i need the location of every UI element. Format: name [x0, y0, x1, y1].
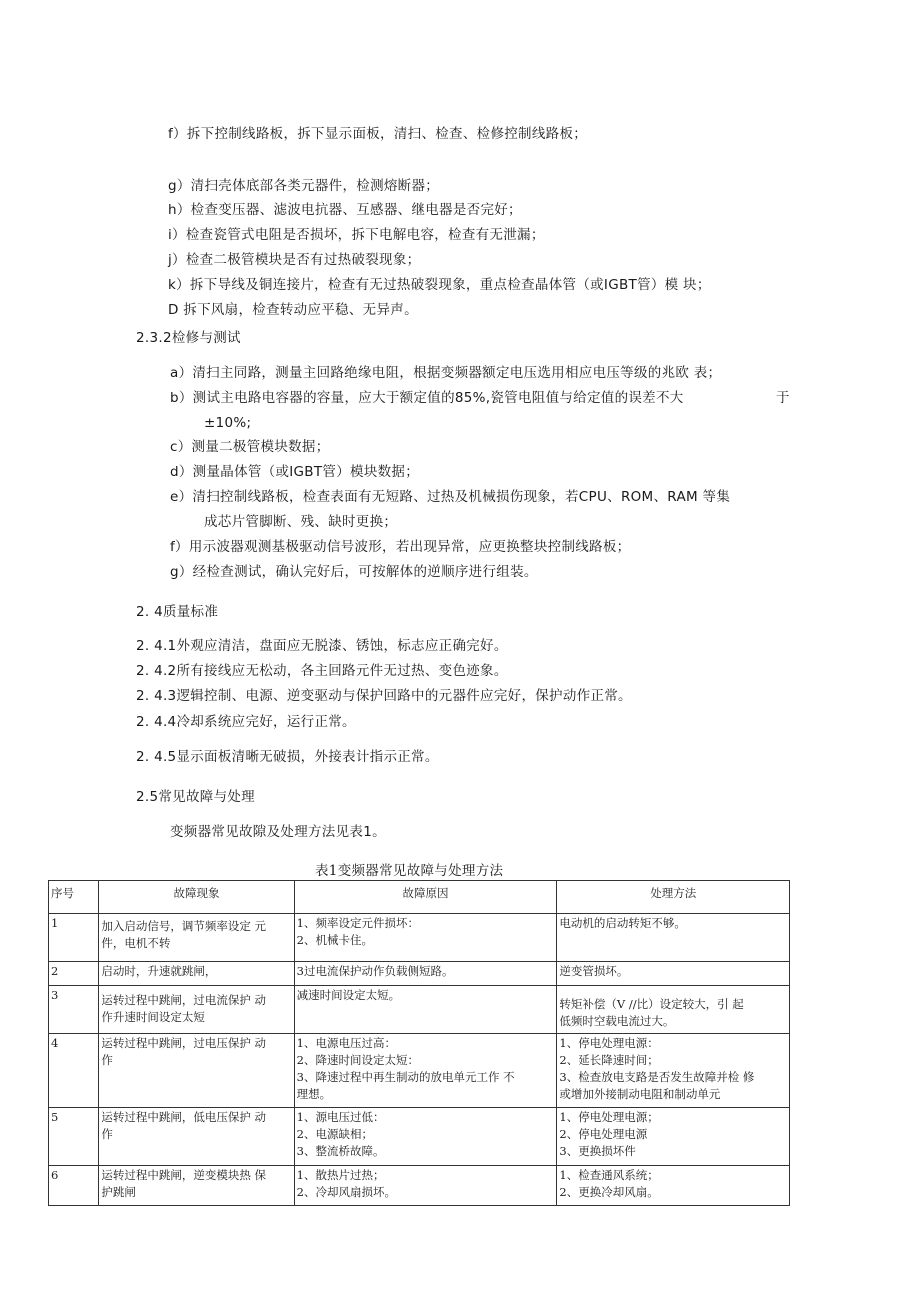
cell-fix — [557, 986, 790, 1034]
cell-text-line: 3、整流桥故障。 — [296, 1144, 385, 1158]
cell-no: 4 — [49, 1034, 99, 1108]
header-cause: 故障原因 — [294, 881, 557, 914]
cell-cause — [294, 914, 557, 962]
cell-fix — [557, 1108, 790, 1166]
cell-symptom — [99, 914, 294, 962]
test-item-f: f）用示波器观测基极驱动信号波形，若出现异常，应更换整块控制线路板； — [170, 539, 631, 555]
cell-symptom — [99, 962, 294, 986]
cell-text-line: 1、电源电压过高： — [296, 1036, 396, 1050]
table-row — [49, 1034, 790, 1108]
cell-fix — [557, 914, 790, 962]
disassembly-item-j: j）检查二极管模块是否有过热破裂现象； — [168, 252, 421, 268]
cell-cause — [294, 1034, 557, 1108]
cell-text-line: 3、降速过程中再生制动的放电单元工作 不 — [296, 1070, 515, 1084]
cell-text-line: 1、停电处理电源； — [559, 1110, 659, 1124]
cell-text-line: 作 — [101, 1053, 113, 1067]
disassembly-item-i: i）检查瓷管式电阻是否损坏，拆下电解电容，检查有无泄漏； — [168, 227, 545, 243]
cell-text-line: 理想。 — [296, 1087, 332, 1101]
fault-table-container — [48, 880, 790, 1206]
cell-no: 3 — [49, 986, 99, 1034]
header-symptom: 故障现象 — [99, 881, 294, 914]
cell-text-line: 3、检查放电支路是否发生故障并检 修 — [559, 1070, 755, 1084]
cell-cause — [294, 962, 557, 986]
cell-text-line: 运转过程中跳闸，逆变模块热 保 — [101, 1168, 266, 1182]
table-row — [49, 962, 790, 986]
cell-symptom — [99, 986, 294, 1034]
table-header-row — [49, 881, 790, 914]
cell-text-line: 运转过程中跳闸，过电流保护 动 — [101, 993, 266, 1007]
cell-fix — [557, 1034, 790, 1108]
test-item-b: b）测试主电路电容器的容量，应大于额定值的85%,瓷管电阻值与给定值的误差不大 — [170, 390, 684, 406]
cell-text-line: 低频时空载电流过大。 — [559, 1014, 675, 1028]
cell-text-line: 2、机械卡住。 — [296, 933, 373, 947]
quality-standard-2-4-5: 2. 4.5显示面板清晰无破损，外接表计指示正常。 — [136, 749, 439, 765]
test-item-a: a）清扫主同路，测量主回路绝缘电阻，根据变频器额定电压选用相应电压等级的兆欧 表； — [170, 365, 722, 381]
cell-text-line: 运转过程中跳闸，过电压保护 动 — [101, 1036, 266, 1050]
test-item-e: e）清扫控制线路板，检查表面有无短路、过热及机械损伤现象，若CPU、ROM、RAM 等集 — [170, 489, 731, 505]
cell-text-line: 2、降速时间设定太短： — [296, 1053, 419, 1067]
section-heading-2-4: 2. 4质量标准 — [136, 604, 219, 620]
cell-text-line: 运转过程中跳闸，低电压保护 动 — [101, 1110, 266, 1124]
cell-text-line: 2、延长降速时间； — [559, 1053, 659, 1067]
cell-fix — [557, 1166, 790, 1206]
disassembly-item-h: h）检查变压器、滤波电抗器、互感器、继电器是否完好； — [168, 202, 522, 218]
cell-text-line: 1、停电处理电源： — [559, 1036, 659, 1050]
cell-cause — [294, 1166, 557, 1206]
cell-text-line: 件，电机不转 — [101, 936, 171, 950]
cell-cause — [294, 1108, 557, 1166]
quality-standard-2-4-2: 2. 4.2所有接线应无松动，各主回路元件无过热、变色迹象。 — [136, 663, 508, 679]
table-row — [49, 914, 790, 962]
cell-text-line: 或增加外接制动电阻和制动单元 — [559, 1087, 721, 1101]
table-intro-text: 变频器常见故隙及处理方法见表1。 — [170, 824, 386, 840]
cell-symptom — [99, 1166, 294, 1206]
test-item-b-continued: ±10%; — [204, 415, 252, 431]
cell-text-line: 2、更换冷却风扇。 — [559, 1185, 659, 1199]
cell-text-line: 电动机的启动转矩不够。 — [559, 916, 686, 930]
cell-no: 1 — [49, 914, 99, 962]
quality-standard-2-4-4: 2. 4.4冷却系统应完好，运行正常。 — [136, 714, 356, 730]
quality-standard-2-4-3: 2. 4.3逻辑控制、电源、逆变驱动与保护回路中的元器件应完好，保护动作正常。 — [136, 688, 632, 704]
cell-text-line: 加入启动信号，调节频率设定 元 — [101, 919, 266, 933]
disassembly-item-f: f）拆下控制线路板，拆下显示面板，清扫、检查、检修控制线路板； — [168, 126, 588, 142]
cell-no: 5 — [49, 1108, 99, 1166]
cell-text-line: 1、检查通风系统； — [559, 1168, 659, 1182]
table-row — [49, 1166, 790, 1206]
cell-text-line: 2、停电处理电源 — [559, 1127, 648, 1141]
disassembly-item-l: D 拆下风扇，检查转动应平稳、无异声。 — [168, 302, 418, 318]
quality-standard-2-4-1: 2. 4.1外观应清洁，盘面应无脱漆、锈蚀，标志应正确完好。 — [136, 638, 508, 654]
table-row — [49, 986, 790, 1034]
cell-text-line: 作升速时间设定太短 — [101, 1010, 205, 1024]
cell-text-line: 2、冷却风扇损坏。 — [296, 1185, 396, 1199]
cell-text-line: 启动时，升速就跳闸， — [101, 964, 217, 978]
section-heading-2-5: 2.5常见故障与处理 — [136, 789, 255, 805]
test-item-g: g）经检查测试，确认完好后，可按解体的逆顺序进行组装。 — [170, 564, 538, 580]
fault-table — [48, 880, 790, 1206]
cell-symptom — [99, 1034, 294, 1108]
cell-text-line: 作 — [101, 1127, 113, 1141]
cell-text-line: 1、源电压过低： — [296, 1110, 385, 1124]
cell-text-line: 1、频率设定元件损坏： — [296, 916, 419, 930]
cell-text-line: 3、更换损坏件 — [559, 1144, 636, 1158]
cell-text-line: 2、电源缺相； — [296, 1127, 373, 1141]
test-item-c: c）测量二极管模块数据； — [170, 439, 330, 455]
cell-text-line: 转矩补偿（V //比）设定较大，引 起 — [559, 997, 744, 1011]
cell-text-line: 1、散热片过热； — [296, 1168, 385, 1182]
header-no: 序号 — [49, 881, 99, 914]
cell-symptom — [99, 1108, 294, 1166]
cell-no: 6 — [49, 1166, 99, 1206]
test-item-d: d）测量晶体管（或IGBT管）模块数据； — [170, 464, 420, 480]
test-item-b-tail: 于 — [776, 390, 790, 406]
cell-text-line: 3过电流保护动作负载侧短路。 — [296, 964, 454, 978]
cell-text-line: 逆变管损坏。 — [559, 964, 629, 978]
disassembly-item-g: g）清扫壳体底部各类元器件，检测熔断器； — [168, 178, 440, 194]
cell-cause — [294, 986, 557, 1034]
test-item-e-continued: 成芯片管脚断、残、缺时更换； — [204, 514, 398, 530]
cell-text-line: 护跳闸 — [101, 1185, 136, 1199]
section-heading-2-3-2: 2.3.2检修与测试 — [136, 330, 241, 346]
table-row — [49, 1108, 790, 1166]
cell-no: 2 — [49, 962, 99, 986]
cell-fix — [557, 962, 790, 986]
cell-text-line: 减速时间设定太短。 — [296, 988, 401, 1002]
table-caption: 表1变频器常见故障与处理方法 — [315, 863, 504, 879]
header-fix: 处理方法 — [557, 881, 790, 914]
disassembly-item-k: k）拆下导线及铜连接片，检查有无过热破裂现象，重点检查晶体管（或IGBT管）模 块； — [168, 277, 711, 293]
